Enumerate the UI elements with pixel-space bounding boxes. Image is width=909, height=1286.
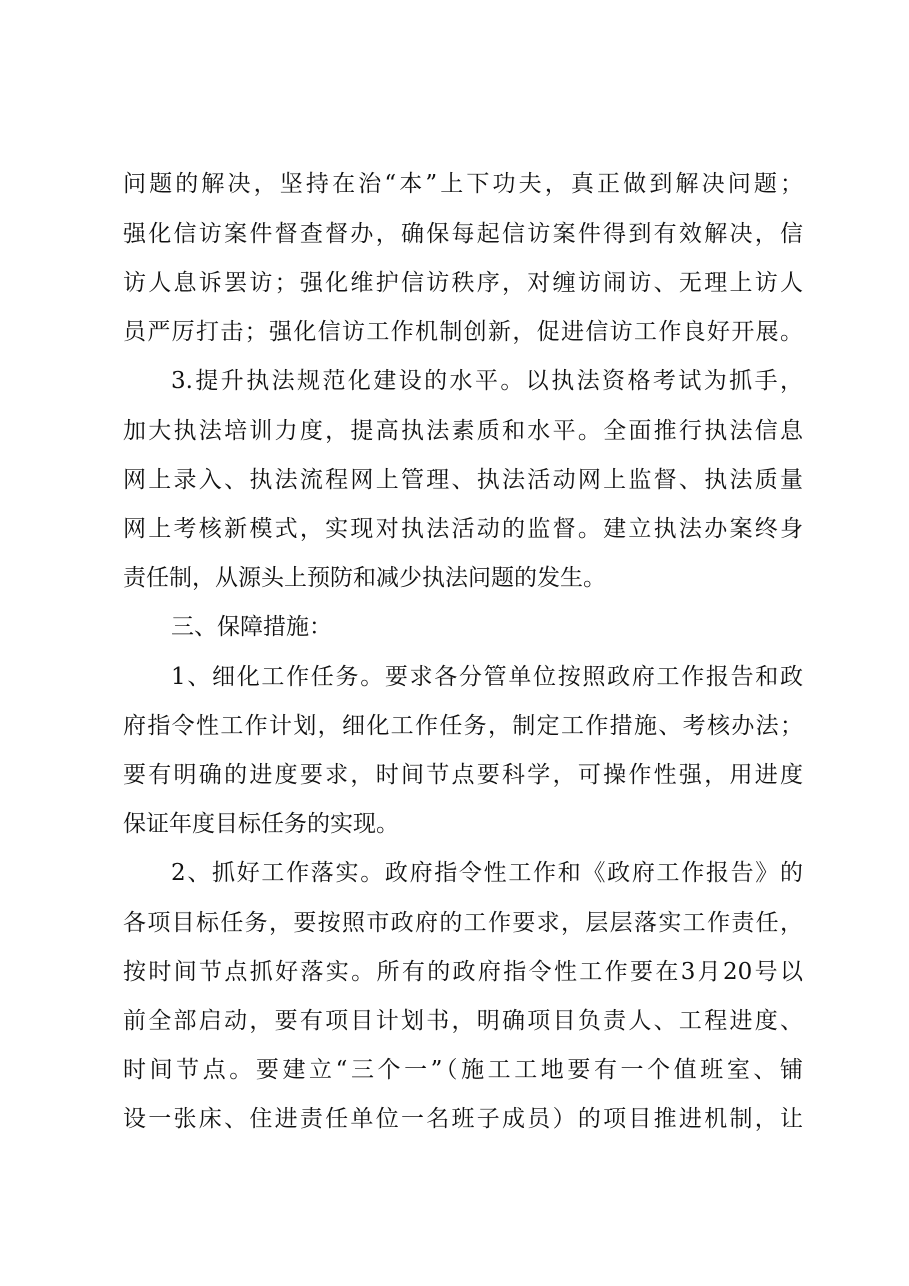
text-line: 访人息诉罢访；强化维护信访秩序，对缠访闹访、无理上访人 xyxy=(123,270,803,296)
text-line: 按时间节点抓好落实。所有的政府指令性工作要在3月20号以 xyxy=(123,959,803,985)
text-line: 设一张床、住进责任单位一名班子成员）的项目推进机制，让 xyxy=(123,1106,803,1132)
text-line: 前全部启动，要有项目计划书，明确项目负责人、工程进度、 xyxy=(123,1008,803,1034)
text-line: 2、抓好工作落实。政府指令性工作和《政府工作报告》的 xyxy=(171,860,803,886)
text-line: 时间节点。要建立“三个一”（施工工地要有一个值班室、铺 xyxy=(123,1057,803,1083)
text-line: 各项目标任务，要按照市政府的工作要求，层层落实工作责任， xyxy=(123,910,803,936)
text-line: 强化信访案件督查督办，确保每起信访案件得到有效解决，信 xyxy=(123,221,803,247)
text-line: 3.提升执法规范化建设的水平。以执法资格考试为抓手， xyxy=(171,368,803,394)
text-line: 责任制，从源头上预防和减少执法问题的发生。 xyxy=(123,565,606,591)
text-line: 要有明确的进度要求，时间节点要科学，可操作性强，用进度 xyxy=(123,762,803,788)
text-line: 加大执法培训力度，提高执法素质和水平。全面推行执法信息 xyxy=(123,418,803,444)
text-line: 府指令性工作计划，细化工作任务，制定工作措施、考核办法； xyxy=(123,713,803,739)
text-line: 保证年度目标任务的实现。 xyxy=(123,811,399,837)
text-line: 1、细化工作任务。要求各分管单位按照政府工作报告和政 xyxy=(171,664,803,690)
text-line: 问题的解决，坚持在治“本”上下功夫，真正做到解决问题； xyxy=(123,171,803,197)
text-line: 网上录入、执法流程网上管理、执法活动网上监督、执法质量 xyxy=(123,467,803,493)
text-line: 网上考核新模式，实现对执法活动的监督。建立执法办案终身 xyxy=(123,516,803,542)
text-line: 员严厉打击；强化信访工作机制创新，促进信访工作良好开展。 xyxy=(123,319,803,345)
section-heading: 三、保障措施： xyxy=(171,614,332,640)
